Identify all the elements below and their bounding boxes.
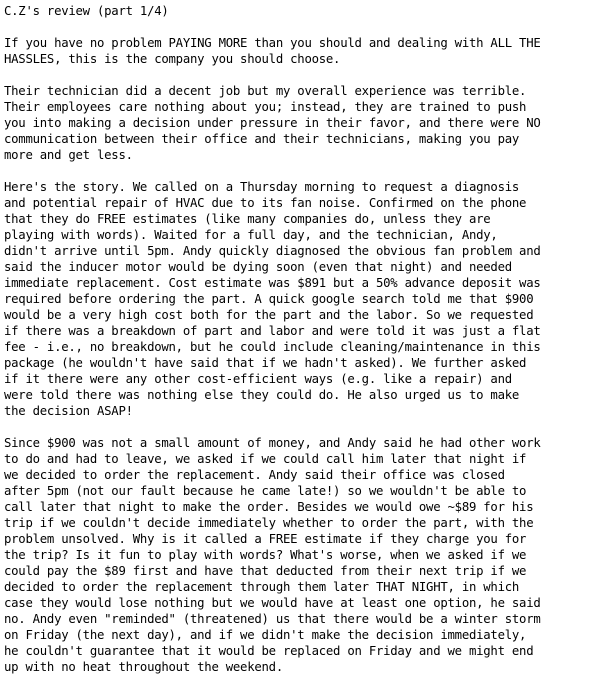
paragraph-4 <box>4 435 608 675</box>
text-line: and potential repair of HVAC due to its fan noise. Confirmed on the phone <box>4 196 527 210</box>
text-line: required before ordering the part. A quick google search told me that $900 <box>4 292 534 306</box>
paragraph-1 <box>4 35 608 67</box>
text-line: he couldn't guarantee that it would be replaced on Friday and we might end <box>4 644 534 658</box>
text-line: would be a very high cost both for the part and the labor. So we requested <box>4 308 534 322</box>
paragraph-gap <box>4 67 608 83</box>
paragraph-2 <box>4 83 608 163</box>
text-line: if it there were any other cost-efficient ways (e.g. like a repair) and <box>4 372 512 386</box>
text-line: after 5pm (not our fault because he came late!) so we wouldn't be able to <box>4 484 527 498</box>
text-line: decided to order the replacement through them later THAT NIGHT, in which <box>4 580 520 594</box>
text-line: didn't arrive until 5pm. Andy quickly diagnosed the obvious fan problem and <box>4 244 541 258</box>
text-line: no. Andy even "reminded" (threatened) us that there would be a winter storm <box>4 612 541 626</box>
text-line: if there was a breakdown of part and labor and were told it was just a flat <box>4 324 541 338</box>
text-line: Since $900 was not a small amount of money, and Andy said he had other work <box>4 436 541 450</box>
text-line: call later that night to make the order. Besides we would owe ~$89 for his <box>4 500 534 514</box>
paragraph-gap <box>4 163 608 179</box>
text-line: communication between their office and their technicians, making you pay <box>4 132 520 146</box>
text-line: Here's the story. We called on a Thursday morning to request a diagnosis <box>4 180 520 194</box>
text-line: were told there was nothing else they could do. He also urged us to make <box>4 388 520 402</box>
text-line: you into making a decision under pressure in their favor, and there were NO <box>4 116 541 130</box>
text-line: immediate replacement. Cost estimate was $891 but a 50% advance deposit was <box>4 276 541 290</box>
text-line: trip if we couldn't decide immediately whether to order the part, with the <box>4 516 534 530</box>
text-line: fee - i.e., no breakdown, but he could include cleaning/maintenance in this <box>4 340 541 354</box>
text-line: HASSLES, this is the company you should choose. <box>4 52 341 66</box>
text-line: said the inducer motor would be dying soon (even that night) and needed <box>4 260 512 274</box>
text-line: more and get less. <box>4 148 133 162</box>
text-line: the trip? Is it fun to play with words? What's worse, when we asked if we <box>4 548 527 562</box>
paragraph-gap <box>4 19 608 35</box>
text-line: we decided to order the replacement. Andy said their office was closed <box>4 468 505 482</box>
text-line: Their employees care nothing about you; instead, they are trained to push <box>4 100 527 114</box>
paragraph-3 <box>4 179 608 419</box>
text-line: could pay the $89 first and have that deducted from their next trip if we <box>4 564 527 578</box>
review-title: C.Z's review (part 1/4) <box>4 4 169 18</box>
text-line: Their technician did a decent job but my overall experience was terrible. <box>4 84 527 98</box>
text-line: problem unsolved. Why is it called a FREE estimate if they charge you for <box>4 532 527 546</box>
text-line: to do and had to leave, we asked if we could call him later that night if <box>4 452 527 466</box>
text-line: the decision ASAP! <box>4 404 133 418</box>
text-line: on Friday (the next day), and if we didn't make the decision immediately, <box>4 628 527 642</box>
text-line: that they do FREE estimates (like many companies do, unless they are <box>4 212 491 226</box>
text-line: case they would lose nothing but we would have at least one option, he said <box>4 596 541 610</box>
text-line: up with no heat throughout the weekend. <box>4 660 283 674</box>
text-line: package (he wouldn't have said that if we hadn't asked). We further asked <box>4 356 527 370</box>
paragraph-gap <box>4 419 608 435</box>
review-body <box>4 19 608 675</box>
text-line: If you have no problem PAYING MORE than you should and dealing with ALL THE <box>4 36 541 50</box>
text-line: playing with words). Waited for a full day, and the technician, Andy, <box>4 228 498 242</box>
